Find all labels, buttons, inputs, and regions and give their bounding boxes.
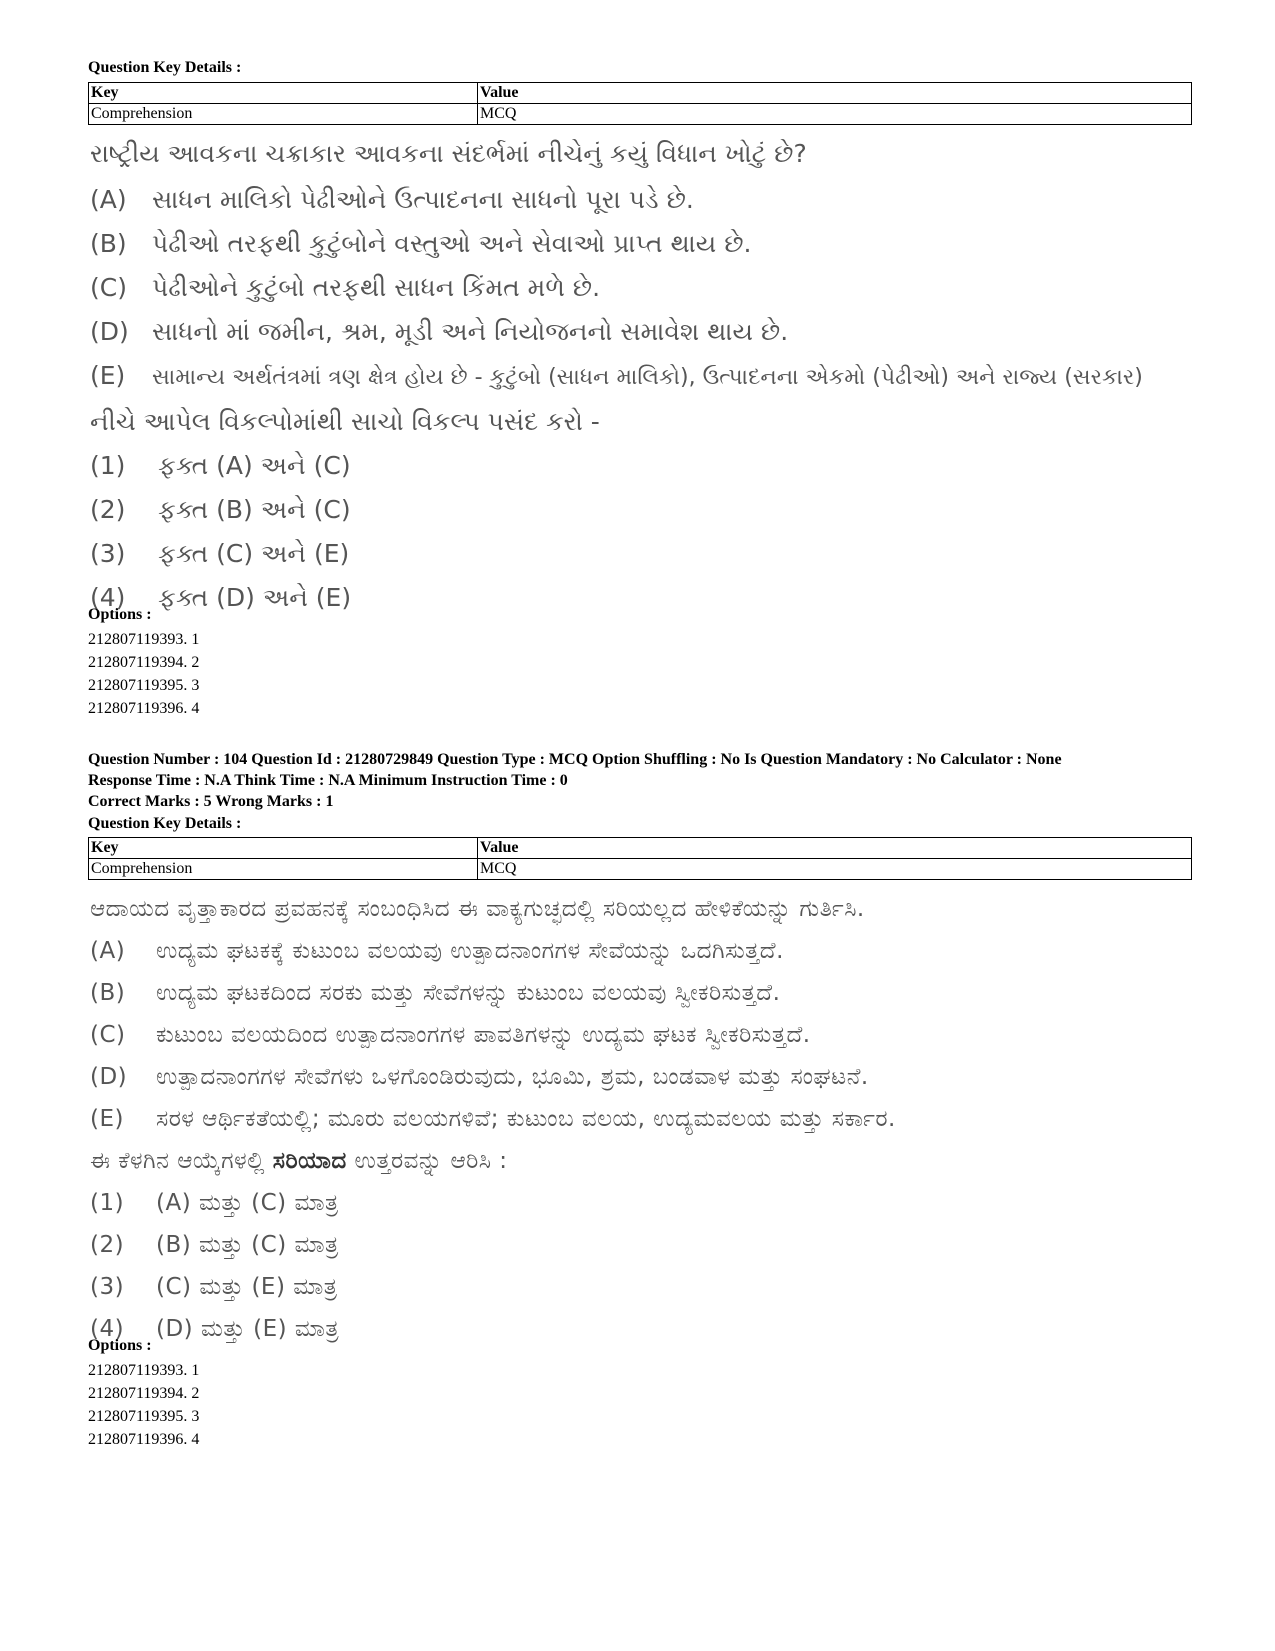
statement-b: (B) ಉದ್ಯಮ ಘಟಕದಿಂದ ಸರಕು ಮತ್ತು ಸೇವೆಗಳನ್ನು ಕುಟುಂಬ ವಲಯವು ಸ್ವೀಕರಿಸುತ್ತದೆ. [90, 980, 781, 1006]
table-header-key: Key [89, 83, 478, 104]
statement-e: (E) ಸರಳ ಆರ್ಥಿಕತೆಯಲ್ಲಿ; ಮೂರು ವಲಯಗಳಿವೆ; ಕುಟುಂಬ ವಲಯ, ಉದ್ಯಮವಲಯ ಮತ್ತು ಸರ್ಕಾರ. [90, 1106, 896, 1132]
table-header-row [89, 83, 1192, 104]
question-stem: રાષ્ટ્રીય આવકના ચક્રાકાર આવકના સંદર્ભમાં નીચેનું કયું વિધાન ખોટું છે? [90, 139, 807, 168]
question-info-line: Question Number : 104 Question Id : 21280729849 Question Type : MCQ Option Shuffling : No Is Question Mandatory : No Calculator : None [88, 751, 1062, 768]
statement-c: (C) પેઢીઓને કુટુંબો તરફથી સાધન કિંમત મળે છે. [90, 273, 601, 302]
statement-c: (C) ಕುಟುಂಬ ವಲಯದಿಂದ ಉತ್ಪಾದನಾಂಗಗಳ ಪಾವತಿಗಳನ್ನು ಉದ್ಯಮ ಘಟಕ ಸ್ವೀಕರಿಸುತ್ತದೆ. [90, 1022, 811, 1048]
table-cell-value: MCQ [478, 859, 1192, 880]
option-item: 212807119395. 3 [88, 1408, 200, 1425]
option-item: 212807119396. 4 [88, 700, 200, 717]
question-marks-line: Correct Marks : 5 Wrong Marks : 1 [88, 793, 334, 810]
statement-e: (E) સામાન્ય અર્થતંત્રમાં ત્રણ ક્ષેત્ર હોય છે - કુટુંબો (સાધન માલિકો), ઉત્પાદનના એકમો (પેઢીઓ) અને રાજ્ય (સરકાર) [90, 361, 1143, 390]
table-header-value: Value [478, 838, 1192, 859]
statement-a: (A) ಉದ್ಯಮ ಘಟಕಕ್ಕೆ ಕುಟುಂಬ ವಲಯವು ಉತ್ಪಾದನಾಂಗಗಳ ಸೇವೆಯನ್ನು ಒದಗಿಸುತ್ತದೆ. [90, 938, 784, 964]
options-label: Options : [88, 1337, 152, 1354]
table-header-value: Value [478, 83, 1192, 104]
option-item: 212807119394. 2 [88, 1385, 200, 1402]
key-value-table [88, 82, 1192, 125]
answer-choice-3: (3) (C) ಮತ್ತು (E) ಮಾತ್ರ [90, 1274, 338, 1300]
key-value-table [88, 837, 1192, 880]
question-image-gujarati [90, 132, 1200, 620]
table-header-row [89, 838, 1192, 859]
options-list [88, 1359, 199, 1451]
table-cell-key: Comprehension [89, 859, 478, 880]
question-instruction: નીચે આપેલ વિકલ્પોમાંથી સાચો વિકલ્પ પસંદ કરો - [90, 407, 600, 436]
option-item: 212807119393. 1 [88, 1362, 200, 1379]
question-stem: ಆದಾಯದ ವೃತ್ತಾಕಾರದ ಪ್ರವಹನಕ್ಕೆ ಸಂಬಂಧಿಸಿದ ಈ ವಾಕ್ಯಗುಚ್ಛದಲ್ಲಿ ಸರಿಯಲ್ಲದ ಹೇಳಿಕೆಯನ್ನು ಗುರ್ತಿಸಿ. [90, 896, 865, 922]
options-list [88, 628, 199, 720]
question-info-line: Response Time : N.A Think Time : N.A Minimum Instruction Time : 0 [88, 772, 568, 789]
question-image-kannada [90, 888, 1200, 1350]
table-row [89, 859, 1192, 880]
answer-choice-4: (4) (D) ಮತ್ತು (E) ಮಾತ್ರ [90, 1316, 340, 1342]
answer-choice-2: (2) ફક્ત (B) અને (C) [90, 495, 351, 524]
table-cell-value: MCQ [478, 104, 1192, 125]
answer-choice-4: (4) ફક્ત (D) અને (E) [90, 583, 352, 612]
key-details-label: Question Key Details : [88, 59, 242, 76]
question-info [88, 749, 1228, 812]
answer-choice-2: (2) (B) ಮತ್ತು (C) ಮಾತ್ರ [90, 1232, 339, 1258]
answer-choice-3: (3) ફક્ત (C) અને (E) [90, 539, 350, 568]
statement-d: (D) સાધનો માં જમીન, શ્રમ, મૂડી અને નિયોજનનો સમાવેશ થાય છે. [90, 317, 789, 346]
key-details-label: Question Key Details : [88, 815, 242, 832]
option-item: 212807119393. 1 [88, 631, 200, 648]
statement-a: (A) સાધન માલિકો પેઢીઓને ઉત્પાદનના સાધનો પૂરા પડે છે. [90, 185, 694, 214]
option-item: 212807119396. 4 [88, 1431, 200, 1448]
answer-choice-1: (1) (A) ಮತ್ತು (C) ಮಾತ್ರ [90, 1190, 339, 1216]
option-item: 212807119394. 2 [88, 654, 200, 671]
question-instruction: ಈ ಕೆಳಗಿನ ಆಯ್ಕೆಗಳಲ್ಲಿ ಸರಿಯಾದ ಉತ್ತರವನ್ನು ಆರಿಸಿ : [90, 1148, 508, 1174]
statement-b: (B) પેઢીઓ તરફથી કુટુંબોને વસ્તુઓ અને સેવાઓ પ્રાપ્ત થાય છે. [90, 229, 752, 258]
option-item: 212807119395. 3 [88, 677, 200, 694]
table-header-key: Key [89, 838, 478, 859]
statement-d: (D) ಉತ್ಪಾದನಾಂಗಗಳ ಸೇವೆಗಳು ಒಳಗೊಂಡಿರುವುದು, ಭೂಮಿ, ಶ್ರಮ, ಬಂಡವಾಳ ಮತ್ತು ಸಂಘಟನೆ. [90, 1064, 869, 1090]
table-row [89, 104, 1192, 125]
answer-choice-1: (1) ફક્ત (A) અને (C) [90, 451, 351, 480]
options-label: Options : [88, 606, 152, 623]
table-cell-key: Comprehension [89, 104, 478, 125]
